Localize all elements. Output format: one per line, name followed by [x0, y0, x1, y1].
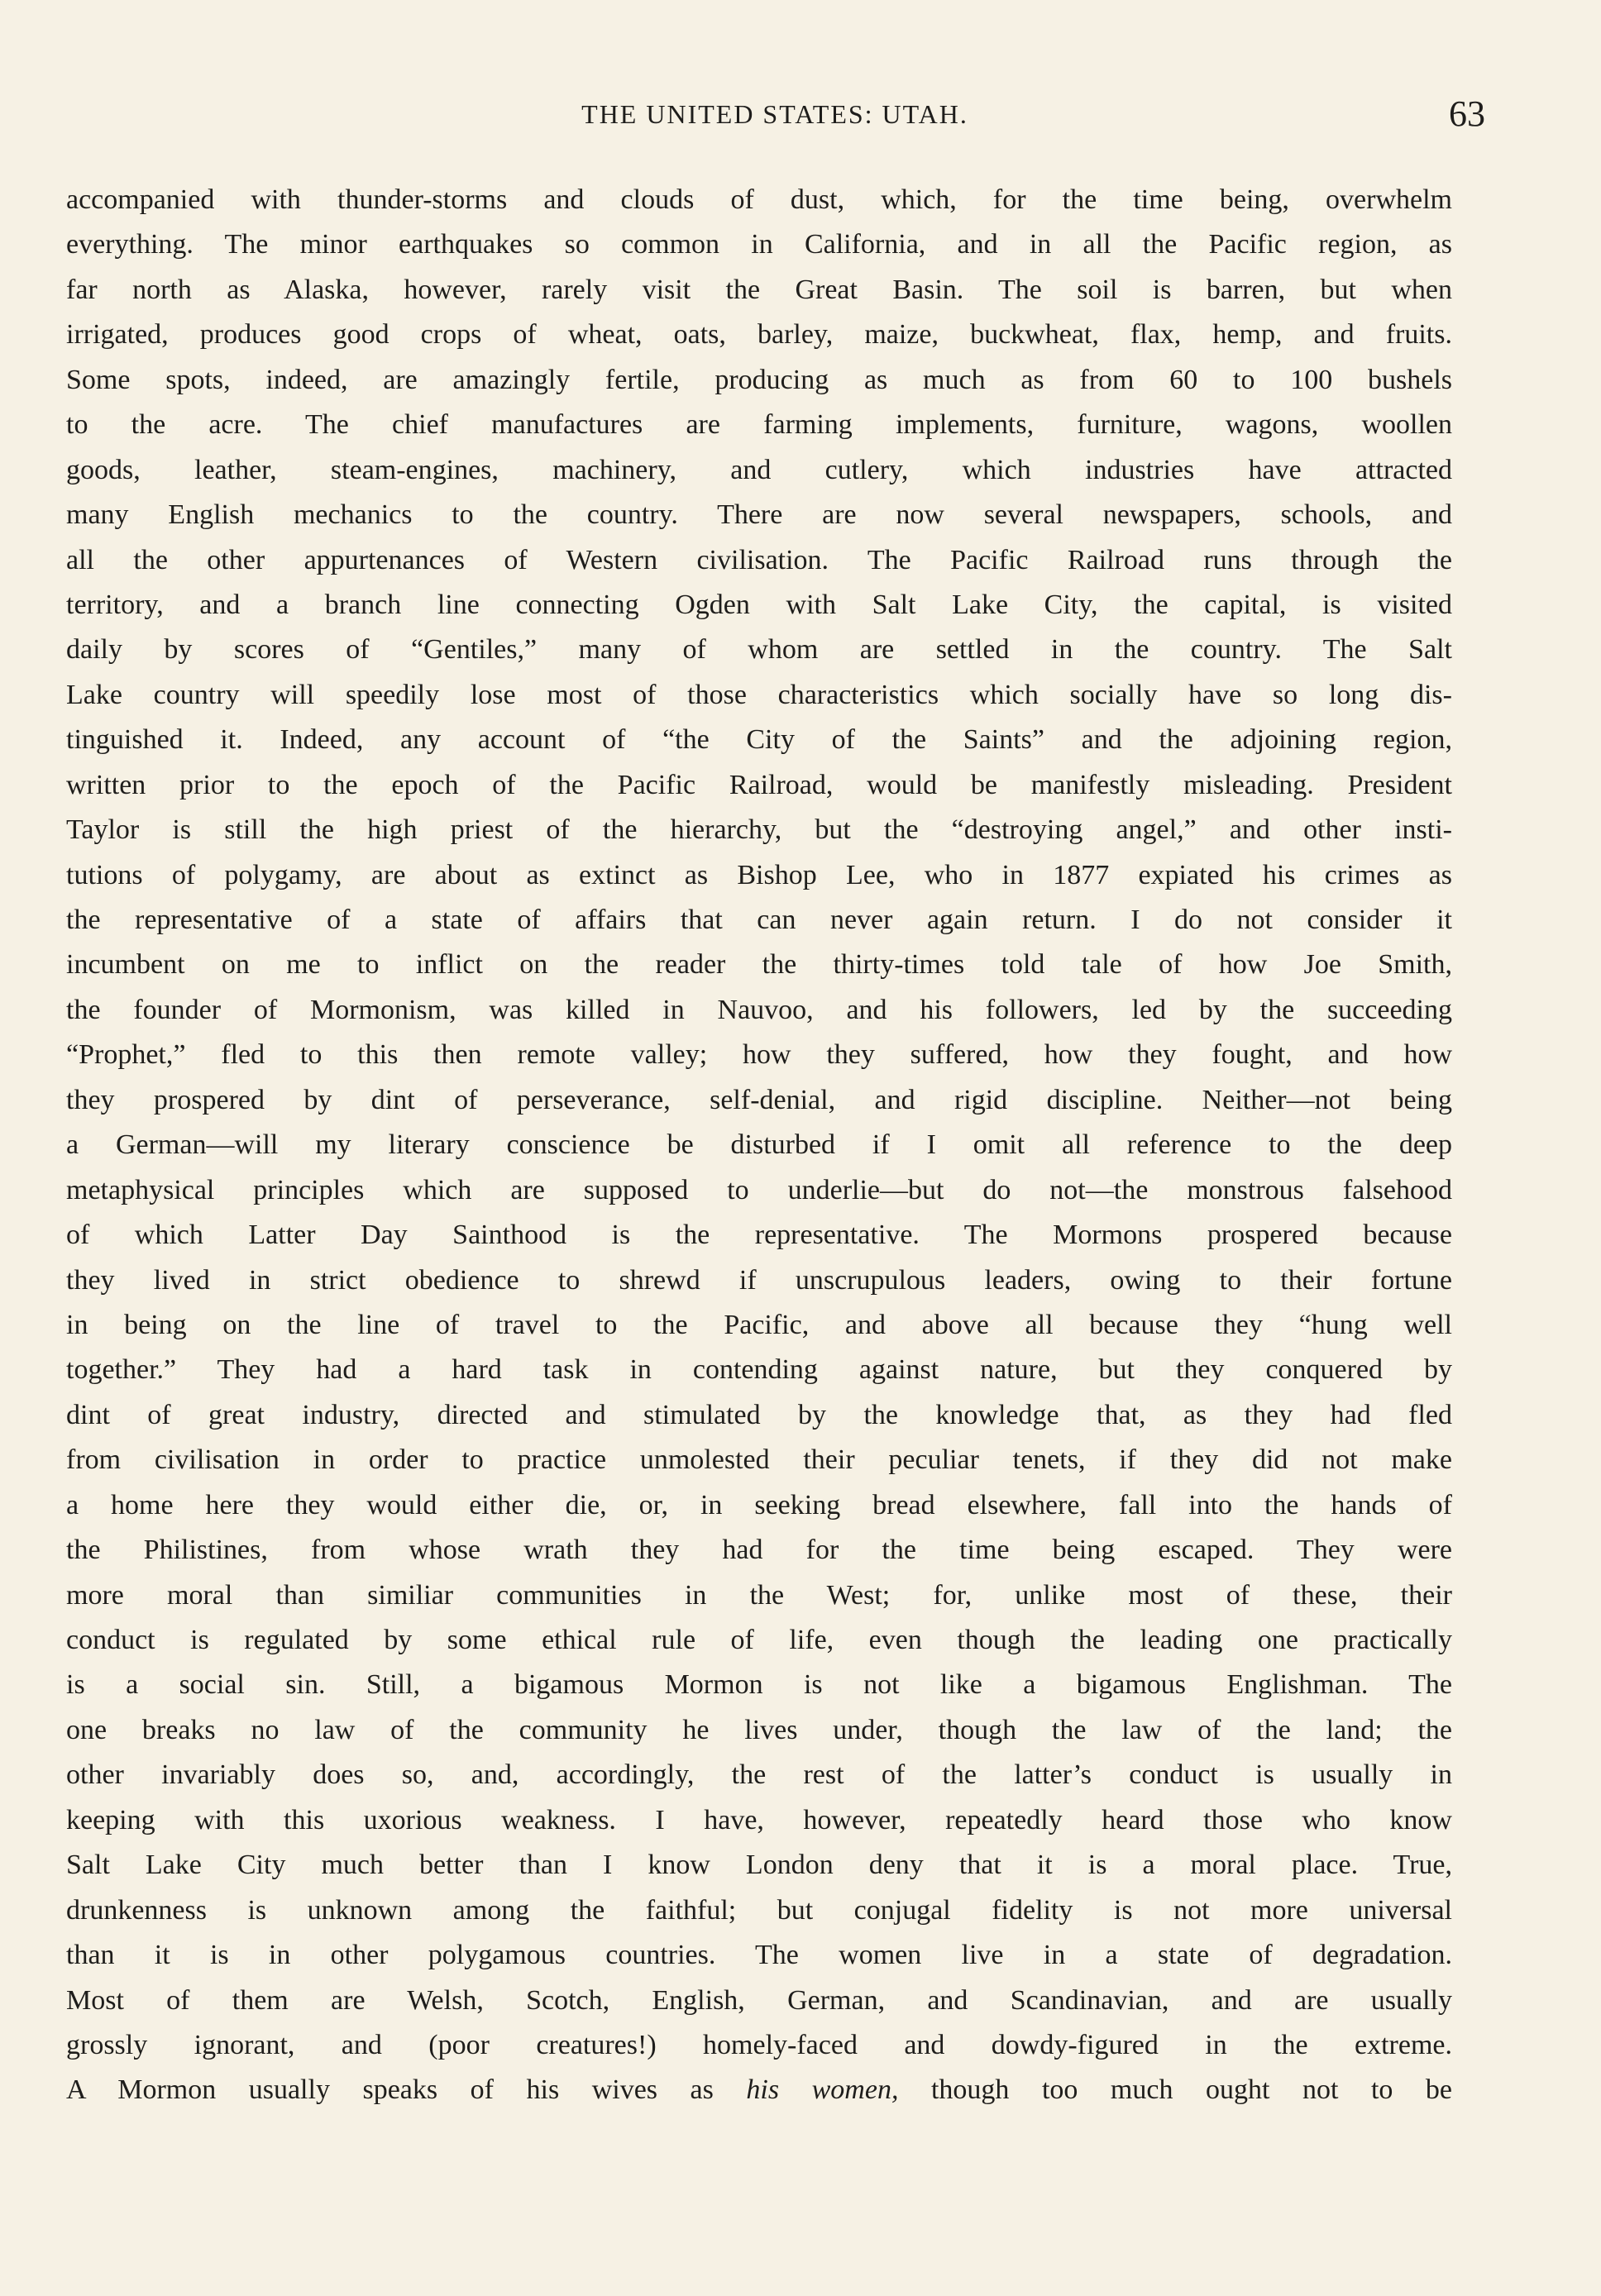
text-line: they lived in strict obedience to shrewd if unscrupulous leaders, owing to their fortune [66, 1264, 1452, 1296]
text-line: keeping with this uxorious weakness. I have, however, repeatedly heard those who know [66, 1804, 1452, 1835]
text-line [66, 2068, 1452, 2112]
text-line: they prospered by dint of perseverance, self-denial, and rigid discipline. Neither—not being [66, 1084, 1452, 1115]
text-line: all the other appurtenances of Western civilisation. The Pacific Railroad runs through the [66, 544, 1452, 575]
text-line: tutions of polygamy, are about as extinct as Bishop Lee, who in 1877 expiated his crimes as [66, 859, 1452, 890]
text-line: written prior to the epoch of the Pacific Railroad, would be manifestly misleading. President [66, 769, 1452, 800]
text-line: everything. The minor earthquakes so common in California, and in all the Pacific region, as [66, 229, 1452, 260]
text-line: of which Latter Day Sainthood is the representative. The Mormons prospered because [66, 1220, 1452, 1251]
text-line: grossly ignorant, and (poor creatures!) homely-faced and dowdy-figured in the extreme. [66, 2029, 1452, 2060]
text-line: far north as Alaska, however, rarely visit the Great Basin. The soil is barren, but when [66, 274, 1452, 305]
text-line: drunkenness is unknown among the faithful; but conjugal fidelity is not more universal [66, 1894, 1452, 1926]
page-number: 63 [1449, 93, 1485, 134]
text-line: incumbent on me to inflict on the reader the thirty-times told tale of how Joe Smith, [66, 949, 1452, 981]
text-line: conduct is regulated by some ethical rule of life, even though the leading one practically [66, 1625, 1452, 1655]
text-line: the representative of a state of affairs that can never again return. I do not consider it [66, 905, 1452, 935]
text-line: other invariably does so, and, accordingly, the rest of the latter’s conduct is usually in [66, 1759, 1452, 1791]
text-line: in being on the line of travel to the Pacific, and above all because they “hung well [66, 1309, 1452, 1340]
text-line: more moral than similiar communities in the West; for, unlike most of these, their [66, 1579, 1452, 1611]
text-line: Salt Lake City much better than I know London deny that it is a moral place. True, [66, 1850, 1452, 1881]
text-segment: A Mormon usually speaks of his wives as [66, 2074, 747, 2106]
text-line: dint of great industry, directed and stimulated by the knowledge that, as they had fled [66, 1399, 1452, 1430]
text-line: than it is in other polygamous countries. The women live in a state of degradation. [66, 1940, 1452, 1971]
italic-text: his women, [746, 2074, 899, 2106]
text-line: Some spots, indeed, are amazingly fertile, producing as much as from 60 to 100 bushels [66, 364, 1452, 395]
text-segment: though too much ought not to be [898, 2074, 1452, 2106]
page-header [65, 93, 1485, 142]
text-line: tinguished it. Indeed, any account of “the City of the Saints” and the adjoining region, [66, 724, 1452, 756]
text-line: one breaks no law of the community he lives under, though the law of the land; the [66, 1714, 1452, 1745]
text-line: together.” They had a hard task in contending against nature, but they conquered by [66, 1354, 1452, 1386]
body-text [66, 178, 1452, 2113]
running-head: THE UNITED STATES: UTAH. [581, 99, 968, 129]
text-line: a German—will my literary conscience be disturbed if I omit all reference to the deep [66, 1129, 1452, 1161]
text-line: a home here they would either die, or, in seeking bread elsewhere, fall into the hands of [66, 1489, 1452, 1520]
text-line: irrigated, produces good crops of wheat, oats, barley, maize, buckwheat, flax, hemp, and fruits. [66, 319, 1452, 351]
text-line: territory, and a branch line connecting Ogden with Salt Lake City, the capital, is visited [66, 589, 1452, 620]
text-line: many English mechanics to the country. There are now several newspapers, schools, and [66, 499, 1452, 531]
text-line: the Philistines, from whose wrath they had for the time being escaped. They were [66, 1535, 1452, 1566]
text-line: to the acre. The chief manufactures are farming implements, furniture, wagons, woollen [66, 409, 1452, 441]
text-line: “Prophet,” fled to this then remote valley; how they suffered, how they fought, and how [66, 1039, 1452, 1071]
text-line: Most of them are Welsh, Scotch, English, German, and Scandinavian, and are usually [66, 1984, 1452, 2016]
text-line: metaphysical principles which are supposed to underlie—but do not—the monstrous falsehood [66, 1174, 1452, 1205]
text-line: goods, leather, steam-engines, machinery, and cutlery, which industries have attracted [66, 454, 1452, 485]
text-line: daily by scores of “Gentiles,” many of whom are settled in the country. The Salt [66, 634, 1452, 666]
text-line: from civilisation in order to practice unmolested their peculiar tenets, if they did not make [66, 1444, 1452, 1476]
text-line: Taylor is still the high priest of the hierarchy, but the “destroying angel,” and other insti- [66, 814, 1452, 846]
text-line: the founder of Mormonism, was killed in Nauvoo, and his followers, led by the succeeding [66, 994, 1452, 1025]
text-line: accompanied with thunder-storms and clouds of dust, which, for the time being, overwhelm [66, 184, 1452, 215]
text-line: Lake country will speedily lose most of those characteristics which socially have so long dis- [66, 679, 1452, 710]
text-line: is a social sin. Still, a bigamous Mormon is not like a bigamous Englishman. The [66, 1669, 1452, 1701]
